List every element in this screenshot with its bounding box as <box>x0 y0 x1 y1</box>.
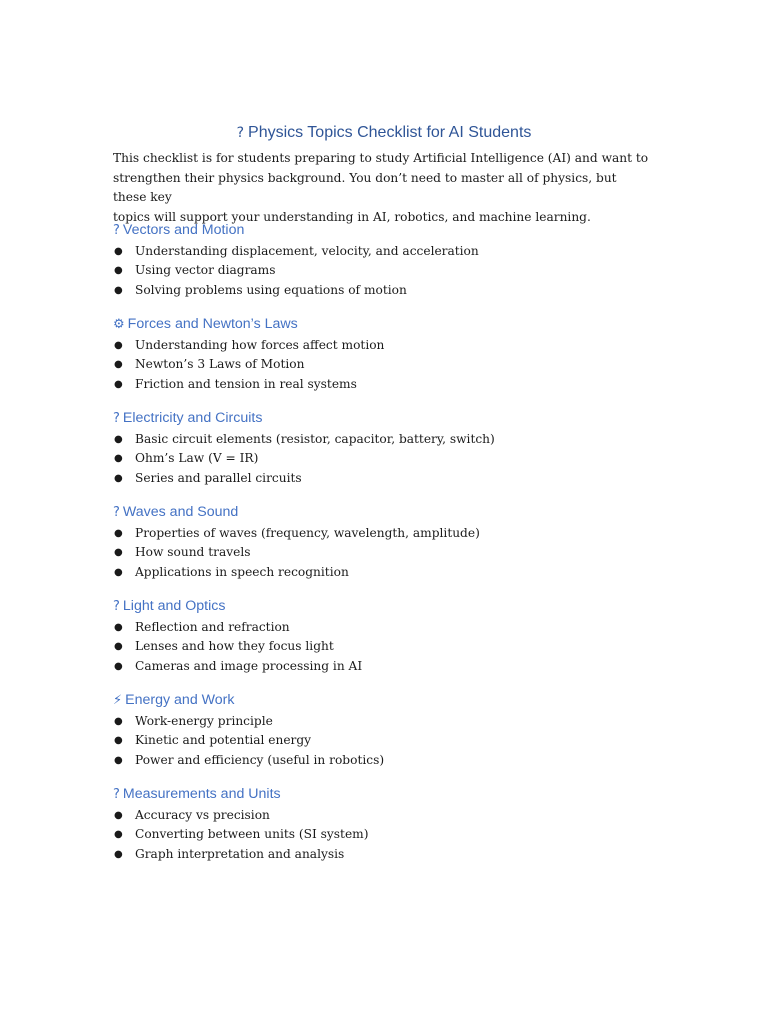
bullet-icon: ● <box>114 265 123 277</box>
list-item <box>113 430 673 449</box>
bullet-icon: ● <box>114 754 123 766</box>
list-item-text: Accuracy vs precision <box>135 808 270 822</box>
list-item-text: Work-energy principle <box>135 714 273 728</box>
list-item <box>113 242 673 261</box>
intro-paragraph <box>113 149 653 227</box>
section-heading <box>113 689 673 712</box>
list-item-text: Newton’s 3 Laws of Motion <box>135 357 305 372</box>
list-item-text: Using vector diagrams <box>135 263 276 278</box>
bullet-icon: ● <box>114 829 123 841</box>
list-item-text: Kinetic and potential energy <box>135 733 312 748</box>
section-heading <box>113 219 673 242</box>
section-heading-text: Measurements and Units <box>122 786 281 802</box>
bullet-icon: ● <box>114 246 123 257</box>
section-heading-text: Vectors and Motion <box>122 222 245 238</box>
bullet-icon: ● <box>114 472 123 484</box>
list-item <box>113 524 673 543</box>
list-item-text: Ohm’s Law (V = IR) <box>135 451 259 466</box>
checklist <box>113 618 673 676</box>
bullet-icon: ● <box>114 622 123 633</box>
intro-line: topics will support your understanding in AI, robotics, and machine learning. <box>113 209 591 224</box>
checklist <box>113 242 673 300</box>
lightning-icon: ⚡ <box>113 693 123 708</box>
section-heading <box>113 783 673 806</box>
missing-glyph-icon: ? <box>113 599 120 614</box>
missing-glyph-icon: ? <box>113 787 120 802</box>
list-item-text: Lenses and how they focus light <box>135 639 334 654</box>
list-item <box>113 825 673 844</box>
list-item-text: Applications in speech recognition <box>135 564 349 579</box>
list-item <box>113 845 673 864</box>
section-heading-text: Electricity and Circuits <box>122 410 263 426</box>
list-item-text: Reflection and refraction <box>135 620 290 634</box>
checklist <box>113 336 673 394</box>
section-heading-text: Forces and Newton’s Laws <box>127 316 298 332</box>
list-item-text: Solving problems using equations of motion <box>135 282 407 297</box>
bullet-icon: ● <box>114 547 123 559</box>
list-item <box>113 712 673 731</box>
section-light-and-optics <box>113 595 673 689</box>
bullet-icon: ● <box>114 340 123 351</box>
missing-glyph-icon: ? <box>113 505 120 520</box>
section-heading-text: Light and Optics <box>122 598 226 614</box>
bullet-icon: ● <box>114 378 123 390</box>
title-icon: ? <box>236 125 245 141</box>
section-heading <box>113 501 673 524</box>
list-item-text: Basic circuit elements (resistor, capacitor, battery, switch) <box>135 432 495 446</box>
list-item-text: Properties of waves (frequency, wavelength, amplitude) <box>135 526 480 540</box>
section-energy-and-work <box>113 689 673 783</box>
intro-line: This checklist is for students preparing to study Artificial Intelligence (AI) and want to <box>113 151 649 165</box>
list-item <box>113 449 673 468</box>
list-item <box>113 469 673 488</box>
checklist <box>113 524 673 582</box>
title-text: Physics Topics Checklist for AI Students <box>248 124 532 141</box>
document-title <box>0 124 768 142</box>
intro-line: strengthen their physics background. You don’t need to master all of physics, but these key <box>113 170 617 204</box>
list-item <box>113 543 673 562</box>
bullet-icon: ● <box>114 641 123 653</box>
list-item <box>113 336 673 355</box>
section-heading-text: Energy and Work <box>125 692 235 708</box>
bullet-icon: ● <box>114 566 123 578</box>
list-item <box>113 261 673 280</box>
section-heading-text: Waves and Sound <box>122 504 239 520</box>
list-item <box>113 281 673 300</box>
checklist <box>113 712 673 770</box>
section-waves-and-sound <box>113 501 673 595</box>
list-item <box>113 563 673 582</box>
section-electricity-and-circuits <box>113 407 673 501</box>
checklist <box>113 806 673 864</box>
list-item-text: Graph interpretation and analysis <box>135 846 345 861</box>
missing-glyph-icon: ? <box>113 223 120 238</box>
bullet-icon: ● <box>114 660 123 672</box>
list-item-text: Series and parallel circuits <box>135 470 302 485</box>
bullet-icon: ● <box>114 735 123 747</box>
bullet-icon: ● <box>114 453 123 465</box>
section-heading <box>113 313 673 336</box>
list-item <box>113 375 673 394</box>
bullet-icon: ● <box>114 810 123 821</box>
missing-glyph-icon: ? <box>113 411 120 426</box>
list-item <box>113 806 673 825</box>
section-forces-and-newtons-laws <box>113 313 673 407</box>
list-item <box>113 637 673 656</box>
section-heading <box>113 407 673 430</box>
list-item-text: Cameras and image processing in AI <box>135 658 363 673</box>
bullet-icon: ● <box>114 848 123 860</box>
list-item-text: Converting between units (SI system) <box>135 827 369 842</box>
list-item-text: Understanding how forces affect motion <box>135 338 385 352</box>
list-item <box>113 355 673 374</box>
section-heading <box>113 595 673 618</box>
list-item-text: Understanding displacement, velocity, and acceleration <box>135 244 479 258</box>
topic-sections <box>113 219 673 877</box>
gear-icon: ⚙ <box>113 317 125 332</box>
bullet-icon: ● <box>114 284 123 296</box>
bullet-icon: ● <box>114 434 123 445</box>
bullet-icon: ● <box>114 359 123 371</box>
list-item <box>113 751 673 770</box>
list-item <box>113 657 673 676</box>
list-item-text: How sound travels <box>135 545 251 560</box>
list-item <box>113 731 673 750</box>
list-item <box>113 618 673 637</box>
section-vectors-and-motion <box>113 219 673 313</box>
list-item-text: Friction and tension in real systems <box>135 376 357 391</box>
list-item-text: Power and efficiency (useful in robotics) <box>135 752 385 767</box>
section-measurements-and-units <box>113 783 673 877</box>
checklist <box>113 430 673 488</box>
bullet-icon: ● <box>114 716 123 727</box>
bullet-icon: ● <box>114 528 123 539</box>
